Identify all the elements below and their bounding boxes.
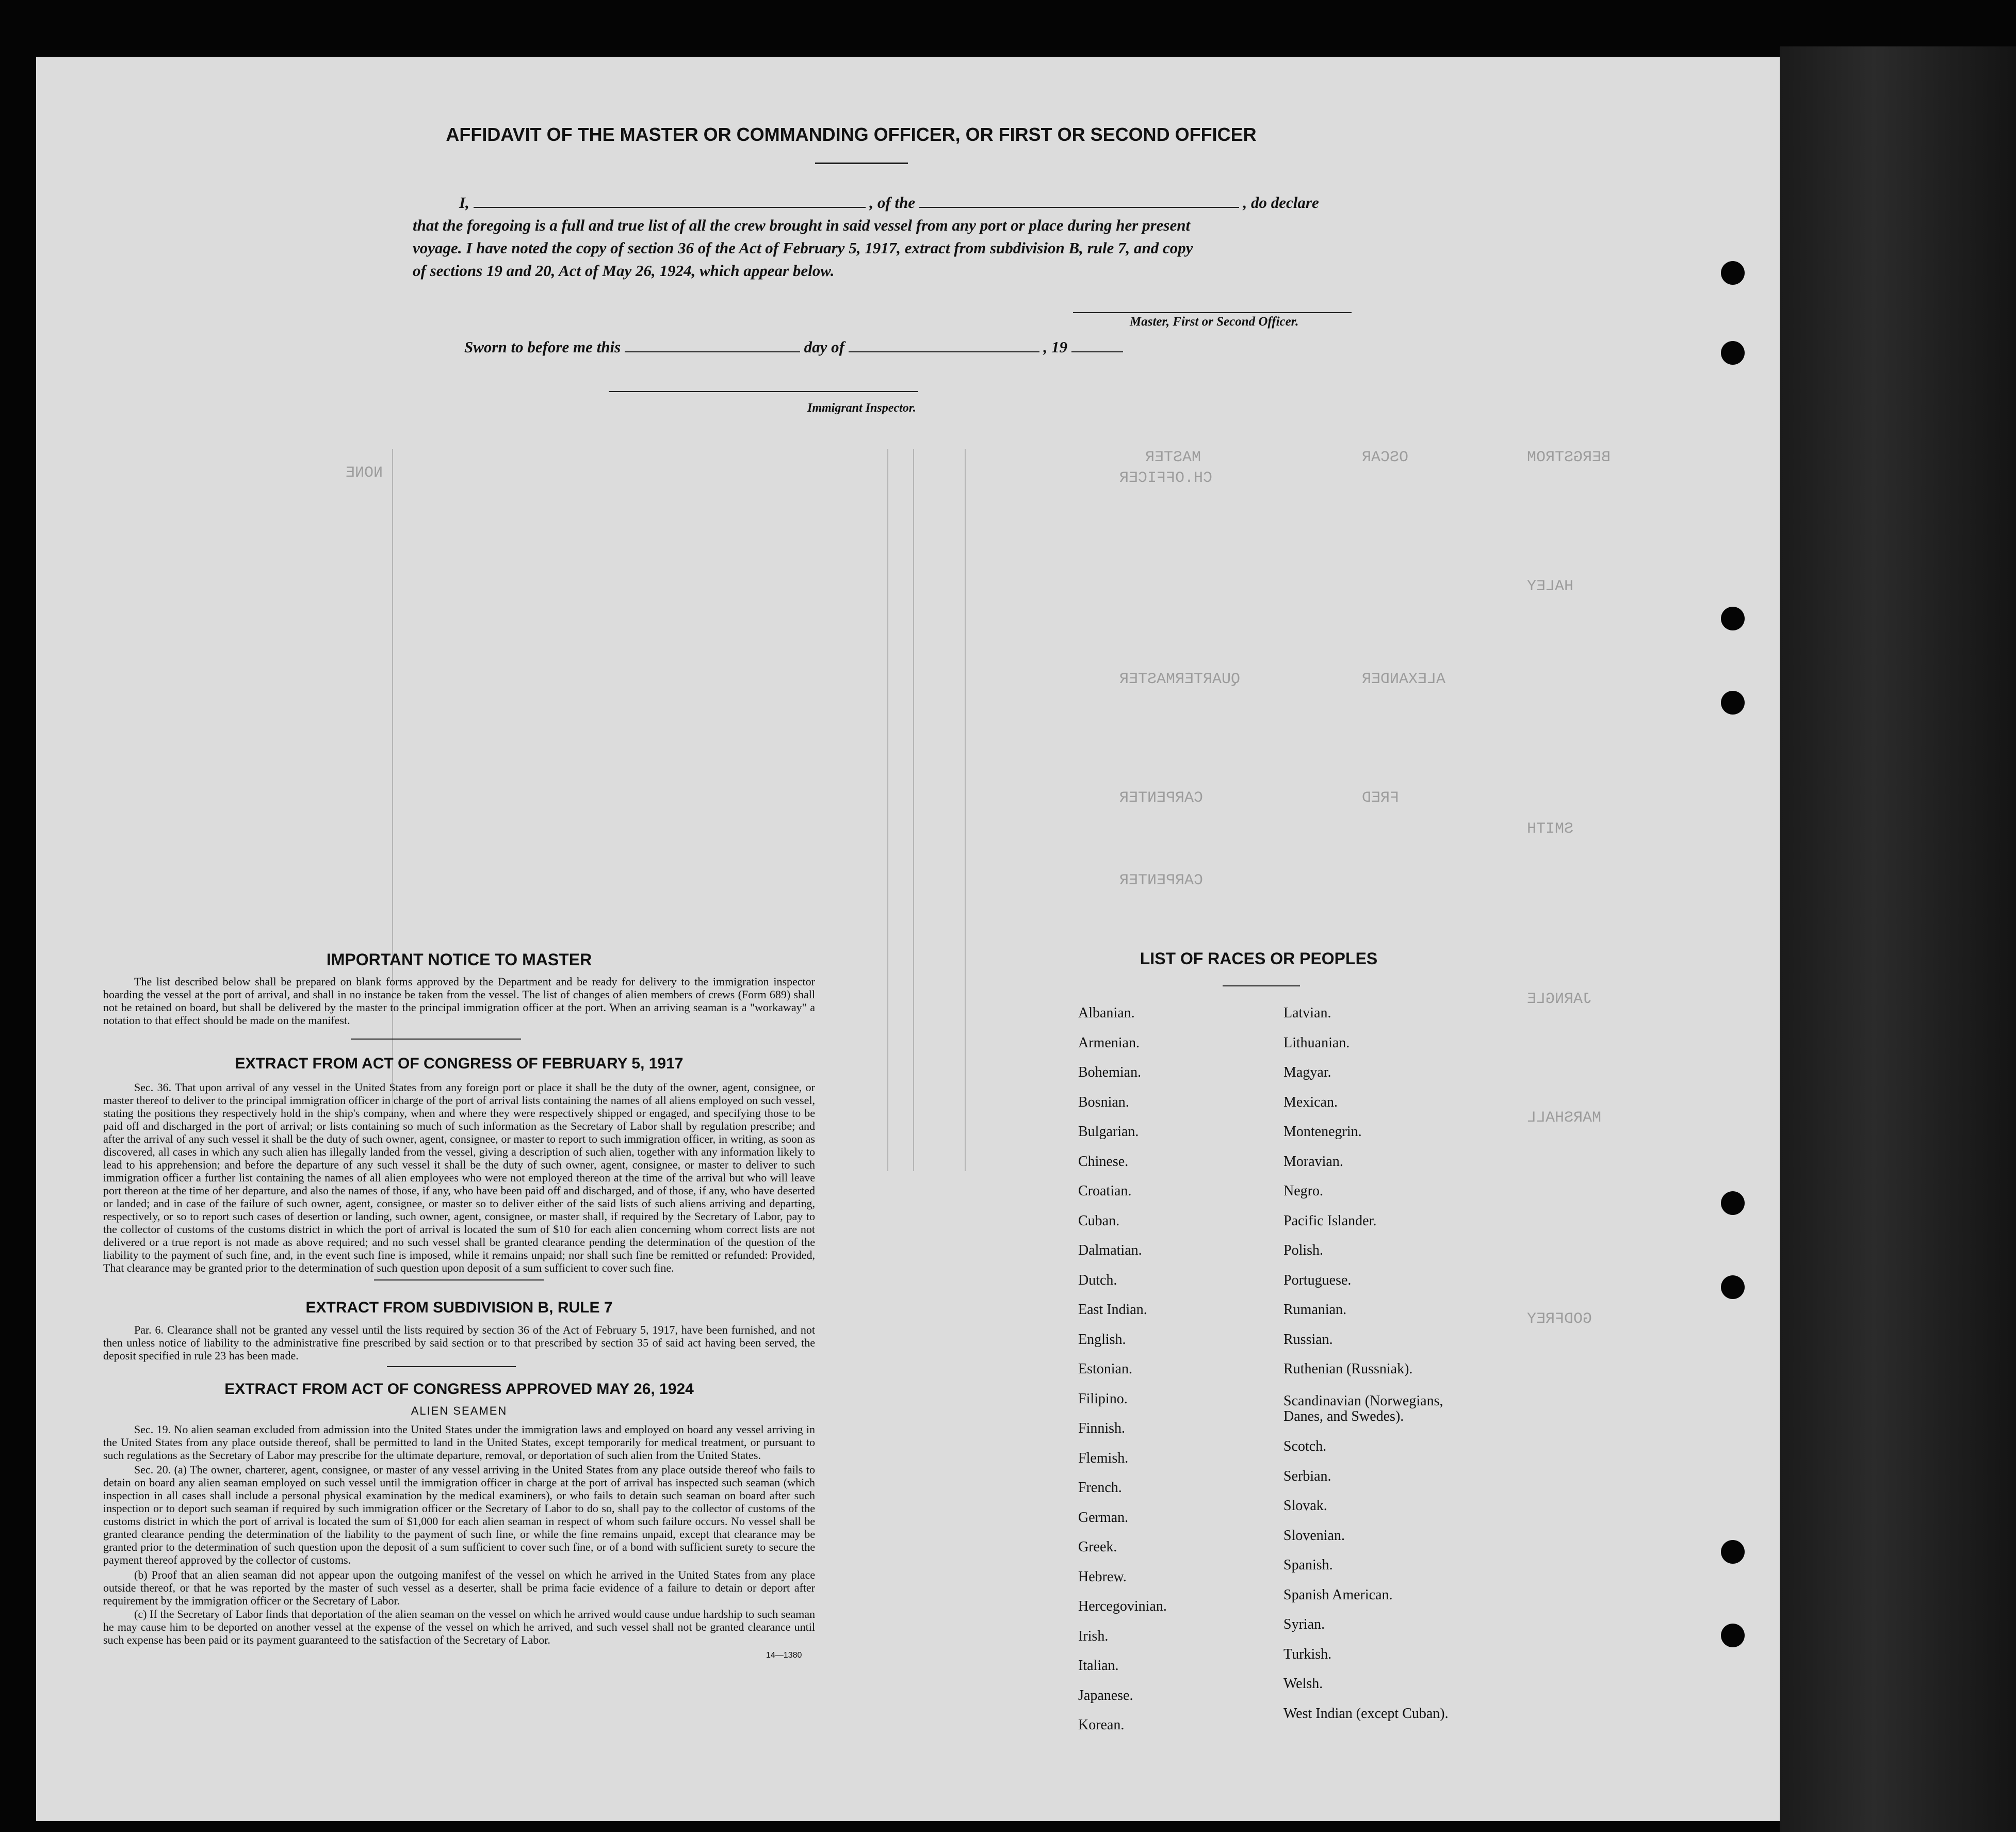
race-item: French.: [1078, 1480, 1122, 1496]
race-item: Negro.: [1283, 1183, 1323, 1199]
race-item: Chinese.: [1078, 1153, 1129, 1170]
extract-1917-body: Sec. 36. That upon arrival of any vessel in the United States from any foreign port or place it shall be the duty of the owner, agent, consignee, or master thereof to deliver to the principal immigration officer in charge of the port of arrival lists containing the names of all aliens employed on such vessel, stating the positions they respectively hold in the ship's company, when and where they were respectively shipped or engaged, and specifying those to be paid off and discharged in the port of arrival; or lists containing so much of such information as the Secretary of Labor shall by regulation prescribe; and after the arrival of any such vessel it shall be the duty of such owner, agent, consignee, or master to report to such immigration officer, in writing, as soon as discovered, all cases in which any such alien has illegally landed from the vessel, giving a description of such alien, together with any information likely to lead to his apprehension; and before the departure of any such vessel it shall be the duty of such owner, agent, consignee, or master to deliver to such immigration officer a further list containing the names of all alien employees who were not employed thereon at the time of the arrival but who will leave port thereon at the time of her departure, and also the names of those, if any, who have been paid off and discharged, and of those, if any, who have deserted or landed; and in case of the failure of such owner, agent, consignee, or master so to deliver either of the said lists of such aliens arriving and departing, respectively, or so to report such cases of desertion or landing, such owner, agent, consignee, or master shall, if required by the Secretary of Labor, pay to the collector of customs of the customs district in which the port of arrival is located the sum of $10 for each alien concerning whom correct lists are not delivered or a true report is not made as above required; and no such vessel shall be granted clearance pending the determination of the question of the liability to the payment of such fine, and, in the event such fine is imposed, while it remains unpaid; nor shall such fine be remitted or refunded: Provided, That clearance may be granted prior to the determination of such question upon deposit of a sum sufficient to cover such fine.: [103, 1081, 815, 1274]
day-of-label: day of: [804, 338, 844, 356]
affidavit-line-3: voyage. I have noted the copy of section 36 of the Act of February 5, 1917, extract from subdivision B, rule 7, and copy: [413, 239, 1193, 257]
race-item: Cuban.: [1078, 1212, 1120, 1229]
notice-divider: [351, 1039, 521, 1040]
races-title: LIST OF RACES OR PEOPLES: [1140, 949, 1378, 968]
race-item: Welsh.: [1283, 1676, 1323, 1692]
race-item: Bulgarian.: [1078, 1124, 1139, 1140]
sworn-line: [464, 338, 1123, 356]
races-divider: [1223, 985, 1300, 986]
affidavit-line-4: of sections 19 and 20, Act of May 26, 1924, which appear below.: [413, 262, 835, 280]
binder-hole: [1721, 691, 1745, 715]
race-item: Bohemian.: [1078, 1064, 1142, 1080]
race-item: Lithuanian.: [1283, 1034, 1350, 1051]
race-item: Danes, and Swedes).: [1283, 1408, 1404, 1424]
binder-hole: [1721, 1191, 1745, 1215]
race-item: Scandinavian (Norwegians,: [1283, 1393, 1443, 1409]
notice-body: The list described below shall be prepared on blank forms approved by the Department and be ready for delivery to the immigration inspector boarding the vessel at the port of arrival, and shall in no instance be taken from the vessel. The list of changes of alien members of crews (Form 689) shall not be retained on board, but shall be delivered by the master to the principal immigration officer at the port. When an arriving seaman is a "workaway" a notation to that effect should be made on the manifest.: [103, 975, 815, 1027]
affidavit-i-label: I,: [459, 193, 469, 212]
race-item: German.: [1078, 1509, 1129, 1526]
race-item: Croatian.: [1078, 1183, 1132, 1199]
race-item: Flemish.: [1078, 1450, 1129, 1466]
master-signature-line[interactable]: [1073, 312, 1352, 313]
race-item: Dalmatian.: [1078, 1242, 1142, 1258]
year-label: , 19: [1043, 338, 1067, 356]
binder-hole: [1721, 341, 1745, 365]
vessel-name-field[interactable]: [919, 193, 1239, 208]
sec-20b-body: (b) Proof that an alien seaman did not appear upon the outgoing manifest of the vessel on which he arrived in the United States from any place outside thereof, or that he was reported by the master of such vessel as a deserter, shall be prima facie evidence of a failure to detain or deport after requirement by the immigration officer or the Secretary of Labor.: [103, 1568, 815, 1607]
faint-column-rule: [913, 449, 914, 1171]
race-item: Filipino.: [1078, 1390, 1128, 1407]
race-item: Albanian.: [1078, 1005, 1135, 1021]
race-item: Hebrew.: [1078, 1568, 1127, 1585]
race-item: Japanese.: [1078, 1687, 1133, 1704]
race-item: Moravian.: [1283, 1153, 1343, 1170]
sec-19-body: Sec. 19. No alien seaman excluded from admission into the United States under the immigration laws and employed on board any vessel arriving in the United States from any place outside thereof, shall be permitted to land in the United States, except temporarily for medical treatment, or pursuant to such regulations as the Secretary of Labor may prescribe for the ultimate departure, removal, or deportation of such alien from the United States.: [103, 1423, 815, 1462]
race-item: Scotch.: [1283, 1438, 1327, 1454]
race-item: Dutch.: [1078, 1272, 1117, 1288]
faint-column-rule: [887, 449, 888, 1171]
race-item: Estonian.: [1078, 1361, 1132, 1377]
race-item: Italian.: [1078, 1658, 1119, 1674]
rule7-divider: [387, 1366, 516, 1367]
binder-hole: [1721, 1540, 1745, 1564]
race-item: Spanish American.: [1283, 1586, 1393, 1603]
extract-1924-title: EXTRACT FROM ACT OF CONGRESS APPROVED MAY 26, 1924: [224, 1381, 694, 1398]
inspector-signature-line[interactable]: [609, 391, 918, 392]
race-item: Serbian.: [1283, 1468, 1331, 1484]
race-item: Rumanian.: [1283, 1302, 1347, 1318]
sworn-label: Sworn to before me this: [464, 338, 621, 356]
manifest-page-back: MASTER CH.OFFICER QUARTERMASTER CARPENTER CARPENTER OSCAR ALEXANDER FRED BERGSTROM HALEY SMITH JARNGLE MARSHALL GODFREY NONE AFFIDAVIT OF THE MASTER OR COMMANDING OFFICER, OR FIRST OR SECOND OFFICER I, , of the , do declare that the foregoing is a full and true list of all the crew brought in said vessel from any port or place during her present voyage. I have noted the copy of section 36 of the Act of February 5, 1917, extract from subdivision B, rule 7, and copy of sections 19 and 20, Act of May 26, 1924, which appear below. Master, First or Second Officer. Sworn to before me this day of , 19 Immigrant Inspector. IMPORTANT NOTICE TO MASTER The list described below shall be prepared on blank forms approved by the Department and be ready for delivery to the immigration inspector boarding the vessel at the port of arrival, and shall in no instance be taken from the vessel. The list of changes of alien members of crews (Form 689) shall not be retained on board, but shall be delivered by the master to the principal immigration officer at the port. When an arriving seaman is a "workaway" a notation to that effect should be made on the manifest. EXTRACT FROM ACT OF CONGRESS OF FEBRUARY 5, 1917 Sec. 36. That upon arrival of any vessel in the United States from any foreign port or place it shall be the duty of the owner, agent, consignee, or master thereof to deliver to the principal immigration officer in charge of the port of arrival lists containing the names of all aliens employed on such vessel, stating the positions they respectively hold in the ship's company, when and where they were respectively shipped or engaged, and specifying those to be paid off and discharged in the port of arrival; or lists containing so much of such information as the Secretary of Labor shall by regulation prescribe; and after the arrival of any such vessel it shall be the duty of such owner, agent, consignee, or master to report to such immigration officer, in writing, as soon as discovered, all cases in which any such alien has illegally landed from the vessel, giving a description of such alien, together with any information likely to lead to his apprehension; and before the departure of any such vessel it shall be the duty of such owner, agent, consignee, or master to deliver to such immigration officer a further list containing the names of all alien employees who were not employed thereon at the time of the arrival but who will leave port thereon at the time of her departure, and also the names of those, if any, who have been paid off and discharged, and of those, if any, who have deserted or landed; and in case of the failure of such owner, agent, consignee, or master so to deliver either of the said lists of such aliens arriving and departing, respectively, or so to report such cases of desertion or landing, such owner, agent, consignee, or master shall, if required by the Secretary of Labor, pay to the collector of customs of the customs district in which the port of arrival is located the sum of $10 for each alien concerning whom correct lists are not delivered or a true report is not made as above required; and no such vessel shall be granted clearance pending the determination of the question of the liability to the payment of such fine, and, in the event such fine is imposed, while it remains unpaid; nor shall such fine be remitted or refunded: Provided, That clearance may be granted prior to the determination of such question upon deposit of a sum sufficient to cover such fine. EXTRACT FROM SUBDIVISION B, RULE 7 Par. 6. Clearance shall not be granted any vessel until the lists required by section 36 of the Act of February 5, 1917, have been furnished, and not then unless notice of liability to the administrative fine prescribed by said section or to that prescribed by section 35 of said act having been served, the deposit specified in rule 23 has been made. EXTRACT FROM ACT OF CONGRESS APPROVED MAY 26, 1924 ALIEN SEAMEN Sec. 19. No alien seaman excluded from admission into the United States under the immigration laws and employed on board any vessel arriving in the United States from any place outside thereof, shall be permitted to land in the United States, except temporarily for medical treatment, or pursuant to such regulations as the Secretary of Labor may prescribe for the ultimate departure, removal, or deportation of such alien from the United States. Sec. 20. (a) The owner, charterer, agent, consignee, or master of any vessel arriving in the United States from any place outside thereof who fails to detain on board any alien seaman employed on such vessel until the immigration officer in charge at the port of arrival has inspected such seaman (which inspection in all cases shall include a personal physical examination by the medical examiners), or who fails to detain such seaman on board after such inspection or to deport such seaman if required by such immigration officer or the Secretary of Labor to do so, shall pay to the collector of customs of the customs district in which the port of arrival is located the sum of $1,000 for each alien seaman in respect of whom such failure occurs. No vessel shall be granted clearance pending the determination of the liability to the payment of such fine, or while the fine remains unpaid, except that clearance may be granted prior to the determination of such question upon the deposit of a sum sufficient to cover such fine, or of a bond with sufficient surety to secure the payment thereof approved by the collector of customs. (b) Proof that an alien seaman did not appear upon the outgoing manifest of the vessel on which he arrived in the United States from any place outside thereof, or that he was reported by the master of such vessel as a deserter, shall be prima facie evidence of a failure to detain or deport after requirement by the immigration officer or the Secretary of Labor. (c) If the Secretary of Labor finds that deportation of the alien seaman on the vessel on which he arrived would cause undue hardship to such seaman he may cause him to be deported on another vessel at the expense of the vessel on which he arrived, and such vessel shall not be granted clearance until such expense has been paid or its payment guaranteed to the satisfaction of the Secretary of Labor. 14—1380 LIST OF RACES OR PEOPLES Albanian. Armenian. Bohemian. Bosnian. Bulgarian. Chinese. Croatian. Cuban. Dalmatian. Dutch. East Indian. English. Estonian. Filipino. Finnish. Flemish. French. German. Greek. Hebrew. Hercegovinian. Irish. Italian. Japanese. Korean. Latvian. Lithuanian. Magyar. Mexican. Montenegrin. Moravian. Negro. Pacific Islander. Polish. Portuguese. Rumanian. Russian. Ruthenian (Russniak). Scandinavian (Norwegians, Danes, and Swedes). Scotch. Serbian. Slovak. Slovenian. Spanish. Spanish American. Syrian. Turkish. Welsh. West Indian (except Cuban).: [36, 57, 1780, 1821]
affidavit-declare-label: , do declare: [1243, 193, 1319, 212]
race-item: Montenegrin.: [1283, 1124, 1362, 1140]
sworn-day-field[interactable]: [625, 338, 800, 352]
race-item: Magyar.: [1283, 1064, 1331, 1080]
race-item: Bosnian.: [1078, 1094, 1129, 1110]
affidavit-line-2: that the foregoing is a full and true list of all the crew brought in said vessel from any port or place during her present: [413, 216, 1191, 234]
title-divider: [815, 163, 908, 164]
affidavit-title: AFFIDAVIT OF THE MASTER OR COMMANDING OFFICER, OR FIRST OR SECOND OFFICER: [446, 124, 1257, 145]
race-item: Turkish.: [1283, 1646, 1332, 1662]
affidavit-of-label: , of the: [869, 193, 916, 212]
race-item: West Indian (except Cuban).: [1283, 1705, 1449, 1722]
race-item: Slovak.: [1283, 1498, 1327, 1514]
affidavit-line-1: [459, 193, 1319, 212]
alien-seamen-subtitle: ALIEN SEAMEN: [411, 1404, 508, 1417]
sec-20a-body: Sec. 20. (a) The owner, charterer, agent, consignee, or master of any vessel arriving in the United States from any place outside thereof who fails to detain on board any alien seaman employed on such vessel until the immigration officer in charge at the port of arrival has inspected such seaman (which inspection in all cases shall include a personal physical examination by the medical examiners), or who fails to detain such seaman on board after such inspection or to deport such seaman if required by such immigration officer or the Secretary of Labor to do so, shall pay to the collector of customs of the customs district in which the port of arrival is located the sum of $1,000 for each alien seaman in respect of whom such failure occurs. No vessel shall be granted clearance pending the determination of the liability to the payment of such fine, or while the fine remains unpaid, except that clearance may be granted prior to the determination of such question upon the deposit of a sum sufficient to cover such fine, or of a bond with sufficient surety to secure the payment thereof approved by the collector of customs.: [103, 1463, 815, 1566]
race-item: Armenian.: [1078, 1034, 1140, 1051]
faint-column-rule: [965, 449, 966, 1171]
officer-name-field[interactable]: [474, 193, 866, 208]
race-item: Russian.: [1283, 1331, 1333, 1348]
race-item: Latvian.: [1283, 1005, 1331, 1021]
race-item: Irish.: [1078, 1628, 1109, 1644]
race-item: Greek.: [1078, 1539, 1117, 1555]
form-number: 14—1380: [766, 1651, 802, 1660]
race-item: Finnish.: [1078, 1420, 1126, 1436]
inspector-label: Immigrant Inspector.: [807, 401, 916, 415]
sworn-month-field[interactable]: [849, 338, 1039, 352]
race-item: Mexican.: [1283, 1094, 1338, 1110]
notice-title: IMPORTANT NOTICE TO MASTER: [326, 950, 592, 969]
race-item: Portuguese.: [1283, 1272, 1352, 1288]
rule7-title: EXTRACT FROM SUBDIVISION B, RULE 7: [305, 1299, 613, 1316]
master-signature-label: Master, First or Second Officer.: [1130, 315, 1299, 329]
race-item: Slovenian.: [1283, 1527, 1345, 1544]
sworn-year-field[interactable]: [1071, 338, 1123, 352]
binder-hole: [1721, 607, 1745, 630]
sec-20c-body: (c) If the Secretary of Labor finds that deportation of the alien seaman on the vessel on which he arrived would cause undue hardship to such seaman he may cause him to be deported on another vessel at the expense of the vessel on which he arrived, and such vessel shall not be granted clearance until such expense has been paid or its payment guaranteed to the satisfaction of the Secretary of Labor.: [103, 1608, 815, 1646]
race-item: East Indian.: [1078, 1302, 1147, 1318]
race-item: Korean.: [1078, 1717, 1125, 1733]
race-item: Ruthenian (Russniak).: [1283, 1361, 1413, 1377]
race-item: Syrian.: [1283, 1616, 1325, 1632]
race-item: Spanish.: [1283, 1557, 1333, 1573]
race-item: Hercegovinian.: [1078, 1598, 1167, 1614]
binder-hole: [1721, 1624, 1745, 1647]
race-item: Pacific Islander.: [1283, 1212, 1377, 1229]
race-item: Polish.: [1283, 1242, 1324, 1258]
rule7-body: Par. 6. Clearance shall not be granted any vessel until the lists required by section 36 of the Act of February 5, 1917, have been furnished, and not then unless notice of liability to the administrative fine prescribed by said section or to that prescribed by section 35 of said act having been served, the deposit specified in rule 23 has been made.: [103, 1323, 815, 1362]
extract-1917-title: EXTRACT FROM ACT OF CONGRESS OF FEBRUARY 5, 1917: [235, 1055, 684, 1072]
binder-hole: [1721, 1275, 1745, 1299]
binder-hole: [1721, 261, 1745, 285]
extract-1917-divider: [374, 1279, 544, 1280]
scan-background-edge: [1780, 46, 2016, 1832]
race-item: English.: [1078, 1331, 1126, 1348]
